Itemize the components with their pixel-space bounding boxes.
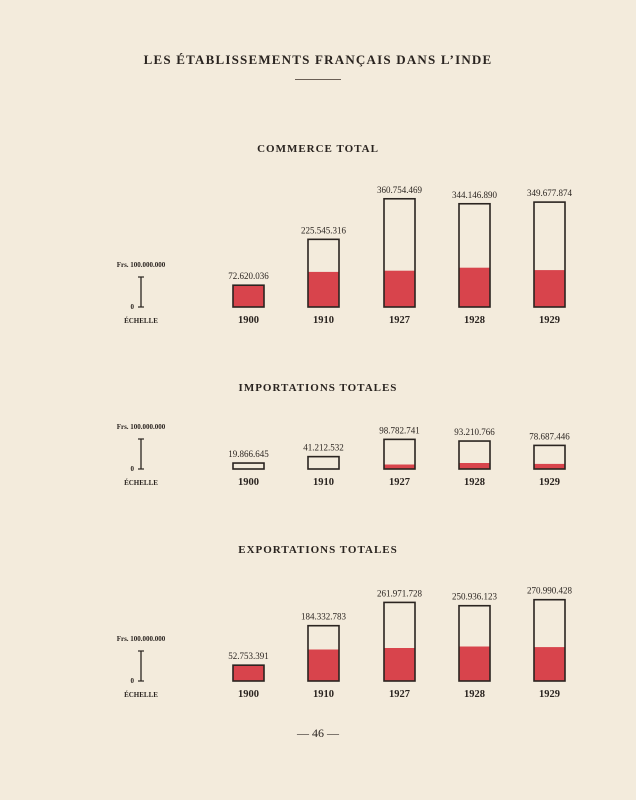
exportations-bar-fill-1929	[534, 647, 565, 681]
importations-year-label-1927: 1927	[389, 477, 410, 488]
importations-bar-1910	[308, 457, 339, 469]
importations-value-label-1929: 78.687.446	[529, 431, 570, 442]
exportations-bar-fill-1910	[308, 650, 339, 682]
chart-title-commerce: COMMERCE TOTAL	[257, 143, 379, 155]
importations-scale-zero-label: 0	[130, 465, 134, 473]
commerce-scale-label: ÉCHELLE	[124, 317, 158, 325]
exportations-bar-fill-1928	[459, 647, 490, 682]
importations-value-label-1900: 19.866.645	[228, 449, 269, 460]
exportations-value-label-1927: 261.971.728	[377, 588, 422, 599]
commerce-year-label-1927: 1927	[389, 315, 410, 326]
commerce-year-label-1900: 1900	[238, 315, 259, 326]
page-number: — 46 —	[297, 726, 339, 740]
exportations-year-label-1928: 1928	[464, 689, 485, 700]
commerce-value-label-1910: 225.545.316	[301, 225, 346, 236]
exportations-scale-label: ÉCHELLE	[124, 691, 158, 699]
importations-value-label-1910: 41.212.532	[303, 442, 344, 453]
commerce-scale-unit-label: Frs. 100.000.000	[116, 261, 166, 269]
exportations-bar-fill-1927	[384, 648, 415, 681]
commerce-bar-fill-1927	[384, 271, 415, 307]
importations-value-label-1927: 98.782.741	[379, 425, 420, 436]
exportations-value-label-1929: 270.990.428	[527, 585, 572, 596]
commerce-bar-fill-1929	[534, 270, 565, 307]
importations-year-label-1928: 1928	[464, 477, 485, 488]
commerce-value-label-1928: 344.146.890	[452, 189, 497, 200]
exportations-bar-fill-1900	[233, 665, 264, 681]
importations-bar-1900	[233, 463, 264, 469]
exportations-scale-unit-label: Frs. 100.000.000	[116, 635, 166, 643]
importations-scale-unit-label: Frs. 100.000.000	[116, 423, 166, 431]
commerce-value-label-1929: 349.677.874	[527, 188, 572, 199]
chart-title-importations: IMPORTATIONS TOTALES	[238, 382, 398, 394]
importations-year-label-1900: 1900	[238, 477, 259, 488]
importations-year-label-1910: 1910	[313, 477, 334, 488]
exportations-year-label-1929: 1929	[539, 689, 560, 700]
commerce-year-label-1928: 1928	[464, 315, 485, 326]
exportations-value-label-1900: 52.753.391	[228, 651, 269, 662]
exportations-year-label-1927: 1927	[389, 689, 410, 700]
commerce-value-label-1900: 72.620.036	[228, 271, 269, 282]
page-title: LES ÉTABLISSEMENTS FRANÇAIS DANS L’INDE	[143, 52, 493, 67]
commerce-value-label-1927: 360.754.469	[377, 184, 422, 195]
importations-year-label-1929: 1929	[539, 477, 560, 488]
exportations-year-label-1900: 1900	[238, 689, 259, 700]
commerce-year-label-1910: 1910	[313, 315, 334, 326]
commerce-bar-fill-1910	[308, 272, 339, 307]
importations-scale-label: ÉCHELLE	[124, 479, 158, 487]
chart-title-exportations: EXPORTATIONS TOTALES	[238, 544, 398, 556]
commerce-scale-zero-label: 0	[130, 303, 134, 311]
exportations-value-label-1928: 250.936.123	[452, 591, 497, 602]
importations-value-label-1928: 93.210.766	[454, 427, 495, 438]
importations-bar-fill-1928	[459, 463, 490, 469]
commerce-bar-fill-1900	[233, 285, 264, 307]
exportations-value-label-1910: 184.332.783	[301, 611, 346, 622]
exportations-year-label-1910: 1910	[313, 689, 334, 700]
commerce-year-label-1929: 1929	[539, 315, 560, 326]
exportations-scale-zero-label: 0	[130, 677, 134, 685]
commerce-bar-fill-1928	[459, 268, 490, 307]
